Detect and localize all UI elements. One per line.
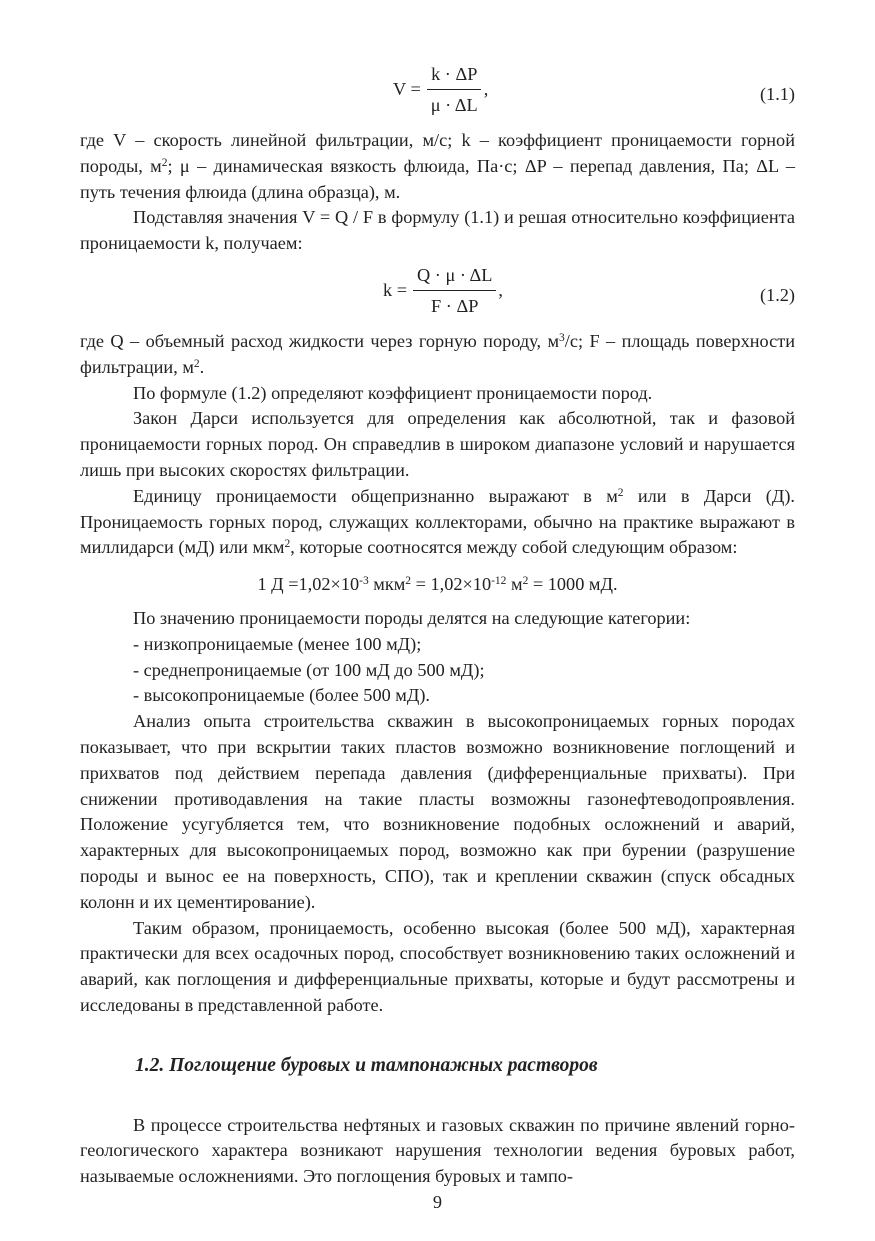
formula-trail: , <box>483 78 489 99</box>
equation-number: (1.2) <box>759 284 795 305</box>
formula-denominator: μ · ΔL <box>430 95 478 115</box>
unit-conversion-equation: 1 $Д =1,02\times 10^{-3}$ $мкм^2 = 1,02\times 10^{-12}$ $м^2 = 1000$ мД. <box>257 574 618 595</box>
paragraph-variables-1: где V – скорость линейной фильтрации, м/с; k – коэффициент проницаемости горной породы, $м^2$; μ – динамическая вязкость флюида, Па·с; ΔP – перепад давления, Па; ΔL – путь течения флюида (длина образца), м. <box>80 130 795 202</box>
paragraph-formula-usage: По формуле (1.2) определяют коэффициент проницаемости пород. <box>133 382 653 403</box>
paragraph-darcy-law: Закон Дарси используется для определения как абсолютной, так и фазовой проницаемости горных пород. Он справедлив в широком диапазоне условий и нарушается лишь при высоких скоростях фильтрации. <box>80 408 795 480</box>
document-page <box>80 62 795 1216</box>
formula-numerator: k · ΔP <box>427 62 481 90</box>
section-heading: 1.2. Поглощение буровых и тампонажных растворов <box>135 1054 598 1076</box>
formula-lhs: V = <box>393 78 421 99</box>
formula-1-2 <box>80 263 795 329</box>
list-item: - низкопроницаемые (менее 100 мД); <box>133 633 422 654</box>
formula-1-2-expression <box>383 263 503 318</box>
paragraph-conclusion: Таким образом, проницаемость, особенно высокая (более 500 мД), характерная практически для всех осадочных пород, способствует возникновению таких осложнений и аварий, как поглощения и дифференциальные прихваты, которые и будут рассмотрены и исследованы в представленной работе. <box>80 917 795 1015</box>
formula-1-1 <box>80 62 795 128</box>
list-item: - среднепроницаемые (от 100 мД до 500 мД); <box>133 659 485 680</box>
category-list <box>80 632 795 709</box>
paragraph-variables-2: где Q – объемный расход жидкости через горную породу, $м^3/с$; F – площадь поверхности фильтрации, $м^2$. <box>80 330 795 377</box>
page-number: 9 <box>432 1191 443 1212</box>
formula-fraction <box>413 263 496 318</box>
paragraph-categories: По значению проницаемости породы делятся на следующие категории: <box>133 607 691 628</box>
formula-lhs: k = <box>383 279 408 300</box>
paragraph-section-intro: В процессе строительства нефтяных и газовых скважин по причине явлений горно-геологического характера возникают нарушения технологии ведения буровых работ, называемые осложнениями. Это поглощения буровых и тампо- <box>80 1114 795 1187</box>
formula-fraction <box>427 62 482 117</box>
paragraph-analysis: Анализ опыта строительства скважин в высокопроницаемых горных породах показывает, что при вскрытии таких пластов возможно возникновение поглощений и прихватов под действием перепада давления (дифференциальные прихваты). При снижении противодавления на такие пласты возможны газонефтеводопроявления. Положение усугубляется тем, что возникновение подобных осложнений и аварий, характерных для высокопроницаемых пород, возможно как при бурении (разрушение породы и вынос ее на поверхность, СПО), так и креплении скважин (спуск обсадных колонн и их цементирование). <box>80 711 795 912</box>
equation-number: (1.1) <box>759 84 795 104</box>
paragraph-substitution: Подставляя значения V = Q / F в формулу (1.1) и решая относительно коэффициента проницаемости k, получаем: <box>80 207 795 254</box>
formula-denominator: F · ΔP <box>431 295 479 316</box>
formula-numerator: Q · μ · ΔL <box>413 263 496 291</box>
list-item: - высокопроницаемые (более 500 мД). <box>133 685 430 706</box>
formula-1-1-expression <box>393 62 488 117</box>
formula-trail: , <box>498 279 503 300</box>
paragraph-permeability-units: Единицу проницаемости общепризнанно выражают в $м^2$ или в Дарси (Д). Проницаемость горных пород, служащих коллекторами, обычно на практике выражают в миллидарси (мД) или мкм$^2$, которые соотносятся между собой следующим образом: <box>80 485 795 558</box>
